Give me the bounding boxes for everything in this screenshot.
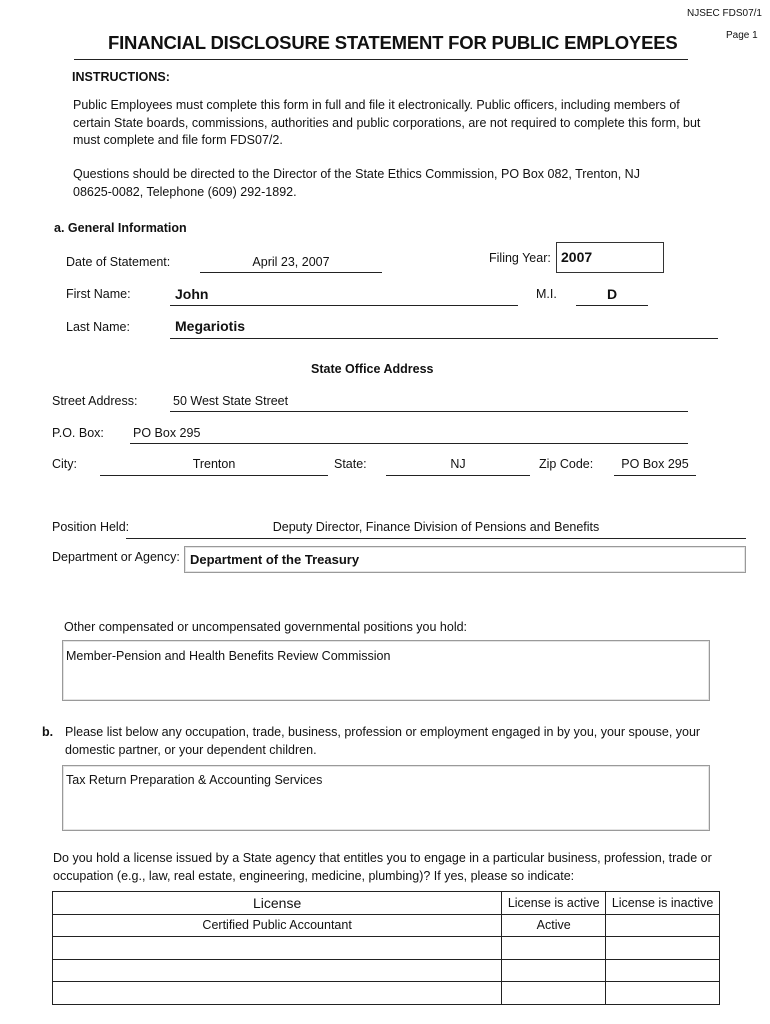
table-row (53, 937, 720, 960)
city-field[interactable]: Trenton (192, 457, 236, 471)
occupation-value: Tax Return Preparation & Accounting Services (66, 773, 323, 787)
street-field[interactable]: 50 West State Street (173, 394, 289, 408)
department-label: Department or Agency: (52, 550, 180, 564)
occupation-field[interactable] (62, 765, 710, 831)
state-label: State: (334, 457, 367, 471)
zip-label: Zip Code: (539, 457, 594, 471)
first-name-label: First Name: (66, 287, 131, 301)
license-question: Do you hold a license issued by a State agency that entitles you to engage in a particular business, profession, trade or occupation (e.g., law, real estate, engineering, medicine, plumbing)? If yes, please so indicate: (53, 851, 712, 883)
license-cell[interactable] (53, 937, 502, 960)
section-b-marker: b. (42, 725, 54, 739)
state-office-address-heading: State Office Address (311, 362, 434, 376)
page-title: FINANCIAL DISCLOSURE STATEMENT FOR PUBLIC EMPLOYEES (108, 32, 678, 53)
inactive-cell[interactable] (606, 982, 720, 1005)
state-underline (386, 475, 530, 476)
date-underline (200, 272, 382, 273)
city-underline (100, 475, 328, 476)
filing-year-field[interactable] (556, 242, 664, 273)
section-b-question: Please list below any occupation, trade, business, profession or employment engaged in by you, your spouse, your domestic partner, or your dependent children. (65, 725, 701, 757)
department-value: Department of the Treasury (190, 552, 360, 567)
active-cell[interactable] (502, 959, 606, 982)
zip-underline (614, 475, 696, 476)
mi-label: M.I. (536, 287, 557, 301)
date-label: Date of Statement: (66, 255, 171, 269)
date-field[interactable]: April 23, 2007 (252, 255, 330, 269)
license-table-header (53, 892, 720, 915)
po-box-field[interactable]: PO Box 295 (133, 426, 201, 440)
other-positions-field[interactable] (62, 640, 710, 701)
instructions-paragraph-2: Questions should be directed to the Director of the State Ethics Commission, PO Box 082, Trenton, NJ 08625-0082, Telephone (609) 292-1892. (73, 167, 640, 199)
other-positions-value: Member-Pension and Health Benefits Review Commission (66, 649, 391, 663)
filing-year-value: 2007 (561, 249, 593, 265)
instructions-heading: INSTRUCTIONS: (72, 70, 170, 84)
filing-year-label: Filing Year: (489, 251, 551, 265)
mi-underline (576, 305, 648, 306)
last-name-label: Last Name: (66, 320, 130, 334)
mi-field[interactable]: D (606, 286, 618, 302)
city-label: City: (52, 457, 77, 471)
position-underline (126, 538, 746, 539)
instructions-paragraph-1: Public Employees must complete this form in full and file it electronically. Public officers, including members of certain State boards, commissions, authorities and public corporations, are not required to complete this form, but must complete and file form FDS07/2. (73, 98, 701, 147)
first-name-field[interactable]: John (175, 286, 209, 302)
po-box-label: P.O. Box: (52, 426, 104, 440)
other-positions-label: Other compensated or uncompensated governmental positions you hold: (64, 620, 468, 634)
license-cell[interactable] (53, 959, 502, 982)
position-label: Position Held: (52, 520, 130, 534)
zip-field[interactable]: PO Box 295 (621, 457, 689, 471)
last-name-field[interactable]: Megariotis (175, 318, 246, 334)
active-cell[interactable] (502, 982, 606, 1005)
street-underline (170, 411, 688, 412)
license-cell[interactable] (53, 982, 502, 1005)
form-code: NJSEC FDS07/1 (686, 8, 762, 19)
table-row (53, 914, 720, 937)
license-cell[interactable]: Certified Public Accountant (53, 914, 502, 937)
header-license-inactive: License is inactive (606, 892, 720, 915)
active-cell[interactable] (502, 937, 606, 960)
state-field[interactable]: NJ (450, 457, 466, 471)
street-label: Street Address: (52, 394, 138, 408)
inactive-cell[interactable] (606, 914, 720, 937)
active-cell[interactable]: Active (502, 914, 606, 937)
department-field[interactable] (184, 546, 746, 573)
table-row (53, 959, 720, 982)
po-box-underline (130, 443, 688, 444)
position-field[interactable]: Deputy Director, Finance Division of Pensions and Benefits (272, 520, 600, 534)
license-table (52, 891, 720, 1005)
last-name-underline (170, 338, 718, 339)
inactive-cell[interactable] (606, 959, 720, 982)
header-license-active: License is active (502, 892, 606, 915)
first-name-underline (170, 305, 518, 306)
header-license: License (53, 892, 502, 915)
table-row (53, 982, 720, 1005)
inactive-cell[interactable] (606, 937, 720, 960)
page-number: Page 1 (726, 30, 758, 41)
title-underline (74, 59, 688, 60)
general-info-heading: a. General Information (54, 221, 187, 235)
